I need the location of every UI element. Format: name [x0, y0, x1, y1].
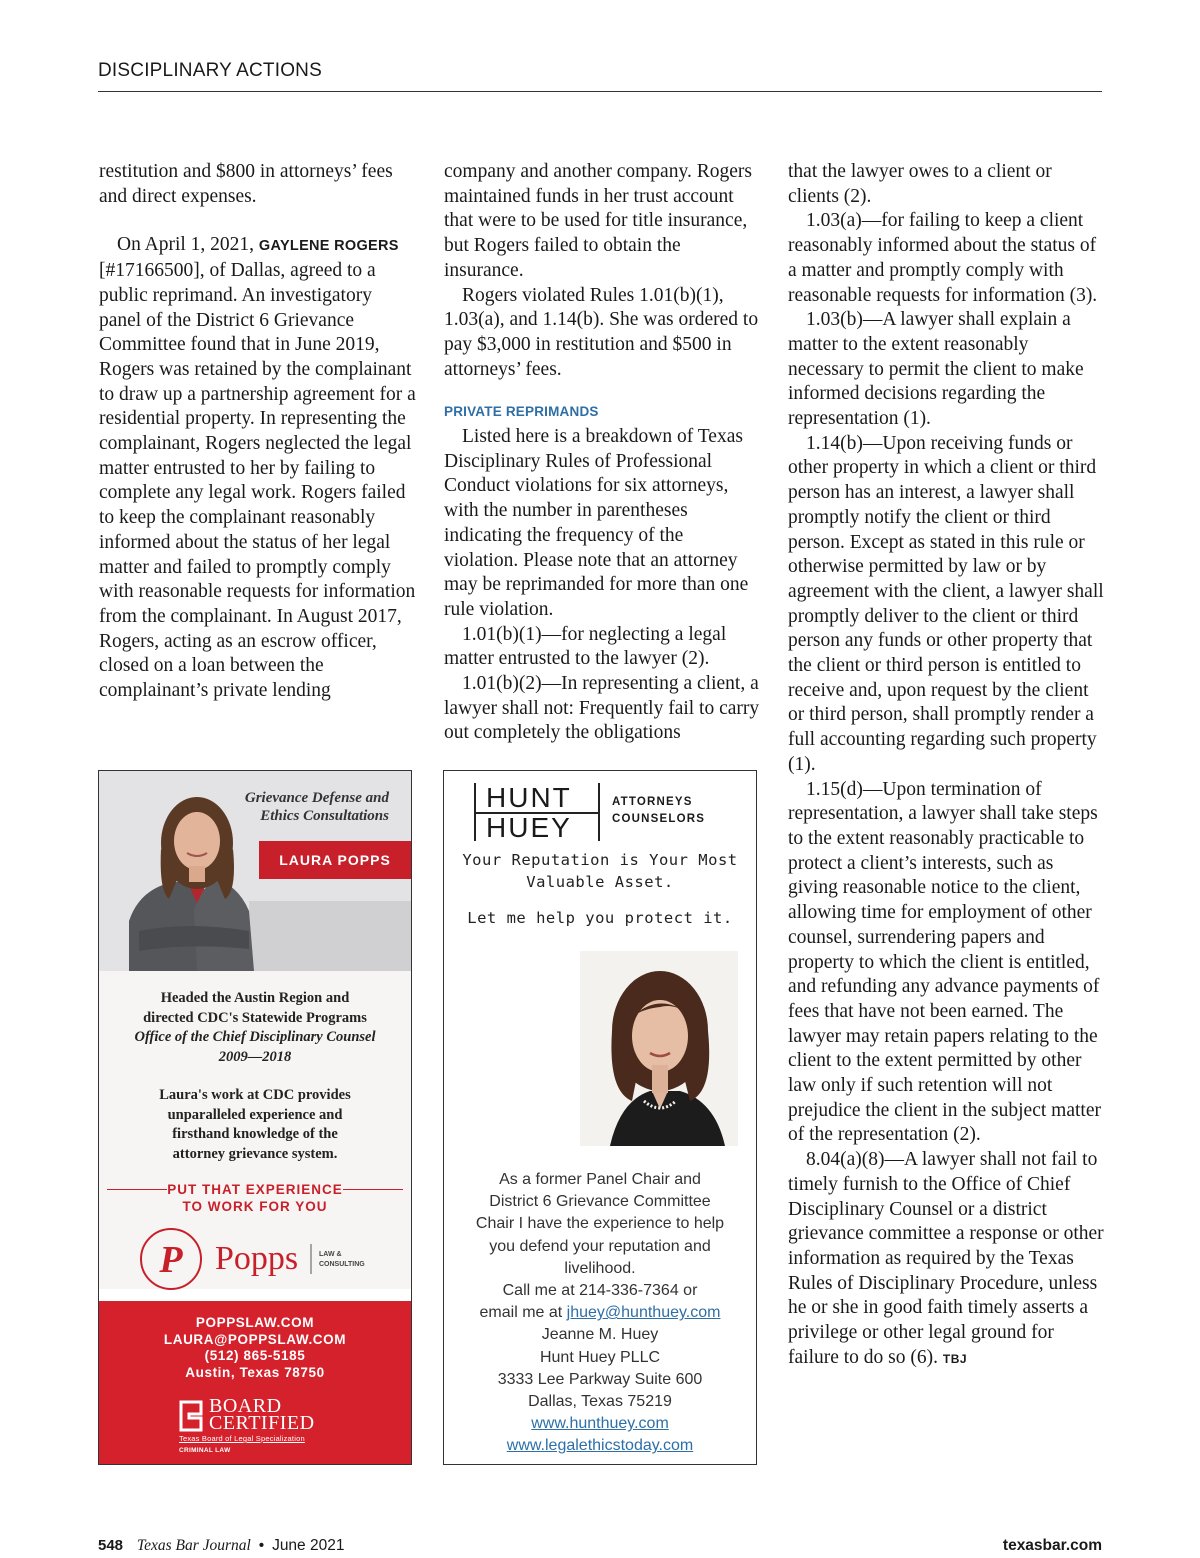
cta-line-1: PUT THAT EXPERIENCE [167, 1182, 343, 1197]
legalethicstoday-website-link[interactable]: www.legalethicstoday.com [506, 1437, 694, 1455]
body-line: District 6 Grievance Committee [489, 1193, 711, 1211]
portrait-jeanne-huey-image [580, 951, 738, 1146]
magazine-title: Texas Bar Journal [136, 1537, 251, 1554]
attorney-name: GAYLENE ROGERS [258, 238, 399, 255]
bc-organization: Texas Board of Legal Specialization [179, 1434, 305, 1443]
contact-address: 3333 Lee Parkway Suite 600 [497, 1370, 703, 1388]
popps-email-link[interactable]: LAURA@POPPSLAW.COM [163, 1331, 347, 1347]
name-banner: LAURA POPPS [259, 841, 411, 879]
tbj-end-mark: TBJ [942, 1351, 968, 1366]
experience-line: attorney grievance system. [172, 1145, 338, 1162]
hunt-huey-help-line: Let me help you protect it. [467, 909, 733, 927]
bc-word-board: BOARD [209, 1395, 282, 1417]
popps-phone: (512) 865-5185 [204, 1348, 306, 1363]
credentials-line: directed CDC's Statewide Programs [143, 1009, 367, 1026]
logo-sub-1: LAW & [319, 1251, 342, 1258]
popps-website-link[interactable]: POPPSLAW.COM [195, 1315, 315, 1330]
huey-email-link[interactable]: jhuey@hunthuey.com [566, 1304, 721, 1322]
col3-paragraph-6 [788, 1148, 1104, 1371]
hunt-huey-tagline [444, 849, 756, 893]
column-3 [788, 160, 1104, 1371]
contact-firm: Hunt Huey PLLC [539, 1348, 661, 1366]
experience-line: firsthand knowledge of the [172, 1126, 338, 1142]
footer-left [98, 1537, 344, 1555]
col2-paragraph-2: Rogers violated Rules 1.01(b)(1), 1.03(a), and 1.14(b). She was ordered to pay $3,000 in restitution and $500 in attorneys’ fees. [444, 284, 759, 380]
logo-sub-counselors: COUNSELORS [612, 813, 706, 825]
tagline-line-1: Your Reputation is Your Most [462, 851, 738, 869]
col2-paragraph-4: 1.01(b)(1)—for neglecting a legal matter entrusted to the lawyer (2). [444, 623, 727, 670]
bc-word-certified: CERTIFIED [209, 1412, 315, 1434]
col3-paragraph-1: that the lawyer owes to a client or clients (2). [788, 161, 1052, 207]
ad-popps-experience [113, 1086, 397, 1164]
col2-paragraph-1: company and another company. Rogers maintained funds in her trust account that were to be used for title insurance, but Rogers failed to obtain the insurance. [444, 161, 752, 281]
experience-line: unparalleled experience and [167, 1106, 343, 1123]
portrait-jeanne-huey [580, 951, 738, 1146]
ad-popps-credentials [113, 989, 397, 1067]
credentials-line: Headed the Austin Region and [160, 990, 350, 1006]
column-1 [99, 160, 417, 704]
col3-paragraph-4: 1.14(b)—Upon receiving funds or other property in which a client or third person has an interest, a lawyer shall promptly notify the client or third person. Except as stated in this rule or otherwise permitted by law or by agreement with the client, a lawyer shall promptly deliver to the client or third person any funds or other property that the client or third person is entitled to receive and, upon request by the client or third person, shall promptly render a full accounting regarding such property (1). [788, 432, 1104, 775]
body-line: As a former Panel Chair and [499, 1171, 701, 1188]
logo-word-huey: HUEY [486, 812, 572, 843]
col3-paragraph-3: 1.03(b)—A lawyer shall explain a matter to the extent reasonably necessary to permit the client to make informed decisions regarding the representation (1). [788, 309, 1084, 430]
issue-date: June 2021 [272, 1537, 345, 1554]
col1-paragraph-1: restitution and $800 in attorneys’ fees and direct expenses. [99, 161, 393, 207]
popps-law-logo [139, 1224, 379, 1294]
experience-line: Laura's work at CDC provides [159, 1087, 351, 1103]
contact-person: Jeanne M. Huey [541, 1326, 659, 1344]
ad-popps-cta [99, 1181, 411, 1215]
ad-popps-contact [99, 1315, 411, 1381]
footer-bullet: • [258, 1537, 265, 1554]
tagline-line-1: Grievance Defense and [244, 790, 389, 806]
section-heading-private-reprimands: PRIVATE REPRIMANDS [444, 404, 599, 420]
body-line: you defend your reputation and [489, 1237, 711, 1255]
hunthuey-website-link[interactable]: www.hunthuey.com [531, 1415, 669, 1433]
body-line: Chair I have the experience to help [475, 1215, 725, 1233]
logo-word-hunt: HUNT [486, 782, 572, 813]
ad-hunt-huey[interactable] [443, 770, 757, 1465]
logo-sub-attorneys: ATTORNEYS [612, 796, 693, 808]
logo-sub-2: CONSULTING [319, 1261, 365, 1268]
board-certified-badge [179, 1395, 379, 1458]
body-line: livelihood. [564, 1259, 636, 1277]
tagline-line-2: Valuable Asset. [526, 873, 674, 891]
ad-popps-tagline [189, 789, 389, 825]
page-number: 548 [98, 1537, 124, 1554]
column-2 [444, 160, 762, 746]
email-line [444, 1302, 756, 1324]
tagline-line-2: Ethics Consultations [260, 808, 389, 824]
logo-bar-right [598, 783, 600, 841]
col2-paragraph-3: Listed here is a breakdown of Texas Disciplinary Rules of Professional Conduct violations for six attorneys, with the number in parentheses indicating the frequency of the violation. Please note that an attorney may be reprimanded for more than one rule violation. [444, 426, 749, 620]
board-certified-icon [179, 1400, 205, 1432]
bc-specialty: CRIMINAL LAW [179, 1447, 231, 1454]
section-header: DISCIPLINARY ACTIONS [98, 60, 322, 81]
col1-paragraph-2 [99, 233, 417, 703]
col1-p2-body: [#17166500], of Dallas, agreed to a public reprimand. An investigatory panel of the District 6 Grievance Committee found that in June 2019, Rogers was retained by the complainant to draw up a partnership agreement for a residential property. In representing the complainant, Rogers neglected the legal matter entrusted to her by failing to complete any legal work. Rogers failed to keep the complainant reasonably informed about the status of her legal matter and failed to promptly comply with reasonable requests for information from the complainant. In August 2017, Rogers, acting as an escrow officer, closed on a loan between the complainant’s private lending [99, 260, 416, 702]
header-rule [98, 91, 1102, 92]
col3-paragraph-2: 1.03(a)—for failing to keep a client reasonably informed about the status of a matter and promptly comply with reasonable requests for information (3). [788, 210, 1098, 306]
call-line: Call me at 214-336-7364 or [502, 1282, 698, 1300]
popps-city: Austin, Texas 78750 [185, 1364, 325, 1380]
email-prefix: email me at [479, 1304, 567, 1322]
col2-paragraph-5: 1.01(b)(2)—In representing a client, a lawyer shall not: Frequently fail to carry out completely the obligations [444, 673, 760, 744]
hunt-huey-body [444, 1169, 756, 1458]
contact-city: Dallas, Texas 75219 [528, 1393, 672, 1411]
col1-p2-lead: On April 1, 2021, [117, 234, 259, 256]
ad-laura-popps[interactable] [98, 770, 412, 1465]
col3-paragraph-5: 1.15(d)—Upon termination of representation, a lawyer shall take steps to the extent reasonably practicable to protect a client’s interests, such as giving reasonable notice to the client, allowing time for employment of other counsel, surrendering papers and property to which the client is entitled, and refunding any advance payments of fees that have not been earned. The lawyer may retain papers relating to the client to the extent permitted by other law only if such retention will not prejudice the client in the subject matter of the representation (2). [788, 778, 1101, 1146]
col3-p6-text: 8.04(a)(8)—A lawyer shall not fail to timely furnish to the Office of Chief Disciplinary Counsel or a district grievance committee a response or other information as required by the Texas Rules of Disciplinary Procedure, unless he or she in good faith timely asserts a privilege or other legal ground for failure to do so (6). [788, 1149, 1104, 1368]
hunt-huey-logo [474, 783, 724, 841]
credentials-line: Office of the Chief Disciplinary Counsel [134, 1029, 376, 1045]
footer-site-link[interactable]: texasbar.com [1002, 1537, 1102, 1554]
svg-text:P: P [159, 1239, 183, 1281]
cta-line-2: TO WORK FOR YOU [182, 1199, 328, 1214]
credentials-line: 2009—2018 [218, 1048, 292, 1065]
logo-word-popps: Popps [215, 1240, 299, 1277]
